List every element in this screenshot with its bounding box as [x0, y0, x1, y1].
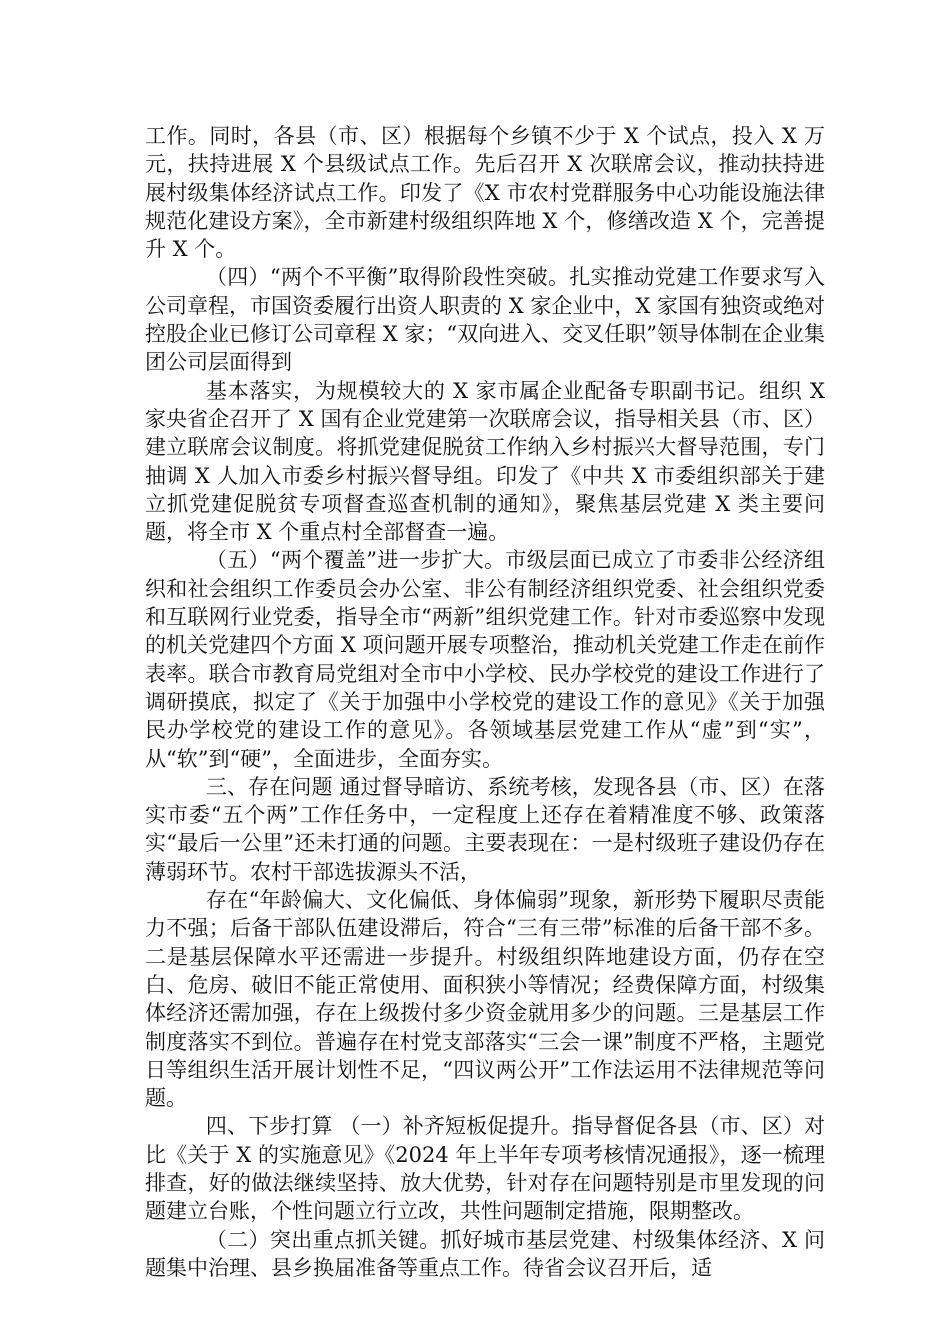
paragraph-3: 基本落实，为规模较大的 X 家市属企业配备专职副书记。组织 X 家央省企召开了 X 国有企业党建第一次联席会议，指导相关县（市、区）建立联席会议制度。将抓党建促脱贫工作纳入乡村振兴大督导范围，专门抽调 X 人加入市委乡村振兴督导组。印发了《中共 X 市委组织部关于建立抓党建促脱贫专项督查巡查机制的通知》，聚焦基层党建 X 类主要问题，将全市 X 个重点村全部督查一遍。: [145, 378, 825, 545]
document-body: [145, 122, 825, 1282]
paragraph-8: （二）突出重点抓关键。抓好城市基层党建、村级集体经济、X 问题集中治理、县乡换届准备等重点工作。待省会议召开后，适: [145, 1227, 825, 1280]
paragraph-2: （四）“两个不平衡”取得阶段性突破。扎实推动党建工作要求写入公司章程，市国资委履行出资人职责的 X 家企业中，X 家国有独资或绝对控股企业已修订公司章程 X 家；“双向进入、交叉任职”领导体制在企业集团公司层面得到: [145, 265, 825, 375]
paragraph-7: 四、下步打算 （一）补齐短板促提升。指导督促各县（市、区）对比《关于 X 的实施意见》《2024 年上半年专项考核情况通报》，逐一梳理排查，好的做法继续坚持、放大优势，针对存在问题特别是市里发现的问题建立台账，个性问题立行立改，共性问题制定措施，限期整改。: [145, 1114, 825, 1224]
paragraph-6: 存在“年龄偏大、文化偏低、身体偏弱”现象，新形势下履职尽责能力不强；后备干部队伍建设滞后，符合“三有三带”标准的后备干部不多。二是基层保障水平还需进一步提升。村级组织阵地建设方面，仍存在空白、危房、破旧不能正常使用、面积狭小等情况；经费保障方面，村级集体经济还需加强，存在上级拨付多少资金就用多少的问题。三是基层工作制度落实不到位。普遍存在村党支部落实“三会一课”制度不严格，主题党日等组织生活开展计划性不足，“四议两公开”工作法运用不法律规范等问题。: [145, 888, 825, 1111]
paragraph-1: 工作。同时，各县（市、区）根据每个乡镇不少于 X 个试点，投入 X 万元，扶持进展 X 个县级试点工作。先后召开 X 次联席会议，推动扶持进展村级集体经济试点工作。印发了《X 市农村党群服务中心功能设施法律规范化建设方案》，全市新建村级组织阵地 X 个，修缮改造 X 个，完善提升 X 个。: [145, 124, 825, 262]
paragraph-5: 三、存在问题 通过督导暗访、系统考核，发现各县（市、区）在落实市委“五个两”工作任务中，一定程度上还存在着精准度不够、政策落实“最后一公里”还未打通的问题。主要表现在：一是村级班子建设仍存在薄弱环节。农村干部选拔源头不活，: [145, 774, 825, 884]
paragraph-4: （五）“两个覆盖”进一步扩大。市级层面已成立了市委非公经济组织和社会组织工作委员会办公室、非公有制经济组织党委、社会组织党委和互联网行业党委，指导全市“两新”组织党建工作。针对市委巡察中发现的机关党建四个方面 X 项问题开展专项整治，推动机关党建工作走在前作表率。联合市教育局党组对全市中小学校、民办学校党的建设工作进行了调研摸底，拟定了《关于加强中小学校党的建设工作的意见》《关于加强民办学校党的建设工作的意见》。各领域基层党建工作从“虚”到“实”，从“软”到“硬”，全面进步，全面夯实。: [145, 548, 825, 771]
